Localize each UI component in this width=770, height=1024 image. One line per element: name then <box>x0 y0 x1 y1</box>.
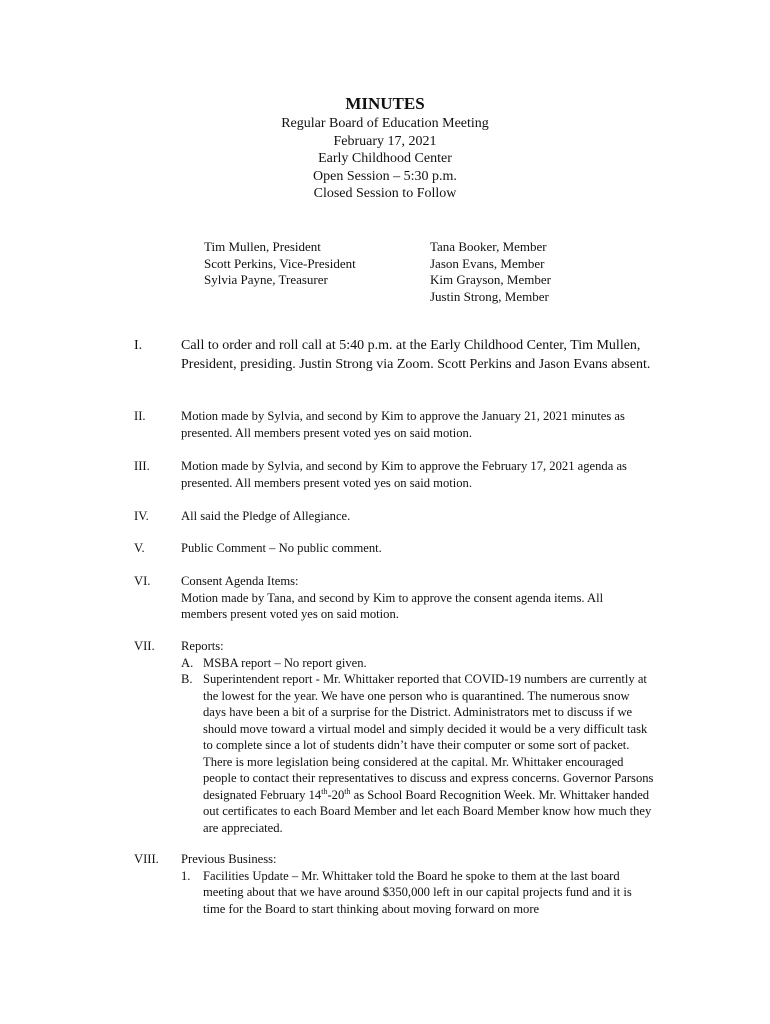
meeting-type: Regular Board of Education Meeting <box>281 116 489 131</box>
item-body <box>181 573 664 623</box>
sub-item-label: B. <box>181 672 193 686</box>
member-name: Kim Grayson, Member <box>430 272 551 287</box>
item-text: Motion made by Sylvia, and second by Kim to approve the February 17, 2021 agenda as presented. All members present voted yes on said motion. <box>181 459 627 490</box>
item-number: V. <box>134 541 145 555</box>
sub-item-text <box>203 671 655 836</box>
superscript: th <box>344 786 351 796</box>
item-body <box>181 851 664 917</box>
item-text: Motion made by Tana, and second by Kim to approve the consent agenda items. All members present voted yes on said motion. <box>181 590 604 621</box>
superscript: th <box>321 786 328 796</box>
item-number: I. <box>134 338 143 353</box>
member-name: Justin Strong, Member <box>430 288 549 304</box>
document-header <box>0 93 770 203</box>
item-number: VIII. <box>134 852 159 866</box>
item-heading: Previous Business: <box>181 852 277 866</box>
meeting-date: February 17, 2021 <box>333 133 437 149</box>
member-name: Tim Mullen, President <box>204 239 321 254</box>
text-segment: -20 <box>327 787 345 802</box>
sub-item-text: MSBA report – No report given. <box>203 655 367 670</box>
item-text: All said the Pledge of Allegiance. <box>181 509 351 523</box>
member-name: Scott Perkins, Vice-President <box>204 255 356 271</box>
item-number: IV. <box>134 509 149 523</box>
report-b <box>181 671 664 836</box>
text-segment: as School Board Recognition Week. Mr. Whittaker handed out certificates to each Board Member and let each Board Member know how much they are appreciated. <box>203 787 652 835</box>
item-heading: Reports: <box>181 639 224 653</box>
closed-session-note: Closed Session to Follow <box>313 186 457 201</box>
item-text: Call to order and roll call at 5:40 p.m. at the Early Childhood Center, Tim Mullen, President, presiding. Justin Strong via Zoom. Scott Perkins and Jason Evans absent. <box>181 338 651 372</box>
text-segment: Superintendent report - Mr. Whittaker reported that COVID-19 numbers are currently at the lowest for the year. We have one person who is quarantined. The numerous snow days have been a bit of a surprise for the District. Administrators met to discuss if we should move toward a virtual model and simply decided it would be a very difficult task to complete since a lot of students didn’t have their computer or some sort of packet. There is more legislation being considered at the capital. Mr. Whittaker encouraged people to contact their representatives to discuss and express concerns. Governor Parsons designated February 14 <box>203 672 654 802</box>
facilities-update <box>181 868 664 918</box>
member-name: Sylvia Payne, Treasurer <box>204 272 328 287</box>
sub-item-text: Facilities Update – Mr. Whittaker told the Board he spoke to them at the last board meeting about that we have around $350,000 left in our capital projects fund and it is time for the Board to start thinking about moving forward on more <box>203 868 632 916</box>
sub-item-label: A. <box>181 655 194 670</box>
report-a <box>181 655 664 672</box>
open-session-time: Open Session – 5:30 p.m. <box>313 168 457 184</box>
meeting-location: Early Childhood Center <box>318 151 452 166</box>
item-number: II. <box>134 409 146 423</box>
page-title: MINUTES <box>345 94 425 113</box>
item-body <box>181 638 664 836</box>
item-heading: Consent Agenda Items: <box>181 574 299 588</box>
member-name: Tana Booker, Member <box>430 239 547 254</box>
members-list <box>430 239 551 305</box>
item-number: III. <box>134 459 150 473</box>
item-text: Public Comment – No public comment. <box>181 541 382 555</box>
item-text: Motion made by Sylvia, and second by Kim to approve the January 21, 2021 minutes as presented. All members present voted yes on said motion. <box>181 409 625 440</box>
member-name: Jason Evans, Member <box>430 255 545 271</box>
sub-item-label: 1. <box>181 868 191 883</box>
item-number: VI. <box>134 574 151 588</box>
officers-list <box>204 239 356 289</box>
item-number: VII. <box>134 639 155 653</box>
